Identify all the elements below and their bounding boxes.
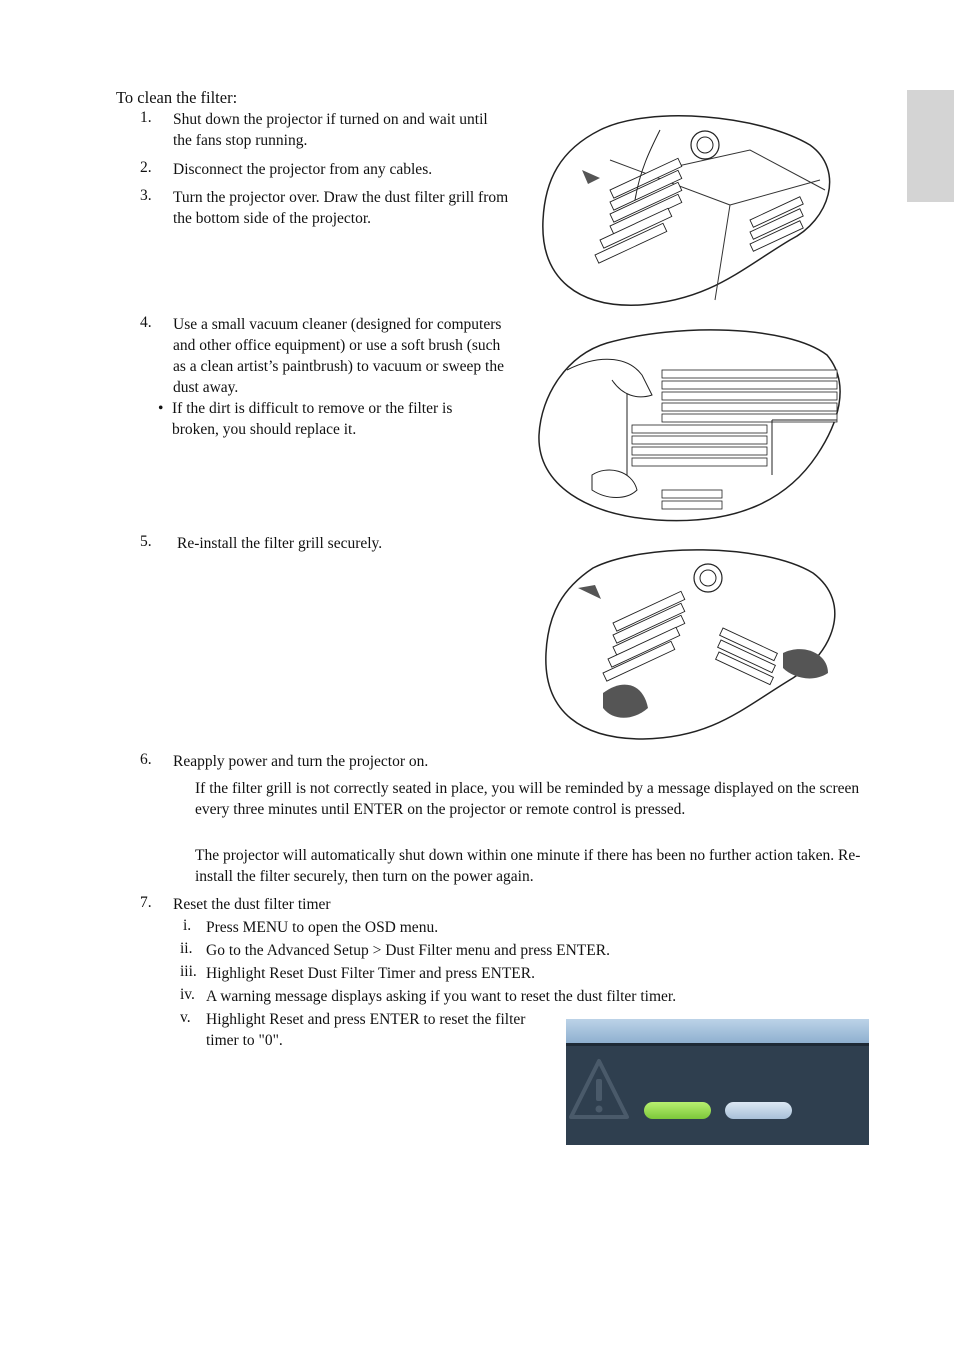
substep-number: iii. bbox=[180, 963, 197, 980]
step6-note-1: If the filter grill is not correctly seated in place, you will be reminded by a message displayed on the screen every three minutes until ENTER on the projector or remote control is pressed. bbox=[195, 780, 860, 818]
dialog-titlebar bbox=[566, 1019, 869, 1043]
step6-note-2: The projector will automatically shut down within one minute if there has been no further action taken. Re-install the filter securely, then turn on the power again. bbox=[195, 847, 861, 885]
step-number: 1. bbox=[140, 109, 152, 126]
bullet-mark: • bbox=[158, 400, 164, 417]
substep-number: v. bbox=[180, 1009, 191, 1026]
substep-text: Highlight Reset and press ENTER to reset the filter timer to "0". bbox=[206, 1011, 526, 1049]
step-text: Re-install the filter grill securely. bbox=[177, 535, 383, 552]
side-tab bbox=[907, 90, 954, 202]
illustration-vacuum-filter bbox=[537, 325, 843, 525]
substep-text: A warning message displays asking if you want to reset the dust filter timer. bbox=[206, 988, 677, 1005]
substep-text: Go to the Advanced Setup > Dust Filter menu and press ENTER. bbox=[206, 942, 610, 959]
section-heading: To clean the filter: bbox=[116, 88, 238, 107]
step-text: Use a small vacuum cleaner (designed for computers and other office equipment) or use a soft brush (such as a clean artist’s paintbrush) to vacuum or sweep the dust away. bbox=[173, 316, 504, 396]
step-number: 4. bbox=[140, 314, 152, 331]
warning-icon bbox=[568, 1057, 630, 1123]
step-number: 5. bbox=[140, 533, 152, 550]
step-text: Reapply power and turn the projector on. bbox=[173, 753, 429, 770]
step-text: Turn the projector over. Draw the dust filter grill from the bottom side of the projector. bbox=[173, 189, 509, 227]
substep-number: i. bbox=[183, 917, 192, 934]
reset-timer-dialog bbox=[566, 1019, 869, 1145]
substep-text: Highlight Reset Dust Filter Timer and press ENTER. bbox=[206, 965, 535, 982]
step-text: Reset the dust filter timer bbox=[173, 896, 331, 913]
step-text: Shut down the projector if turned on and wait until the fans stop running. bbox=[173, 111, 488, 149]
reset-button[interactable] bbox=[644, 1102, 711, 1119]
substep-number: ii. bbox=[180, 940, 193, 957]
step-number: 3. bbox=[140, 187, 152, 204]
step-text: Disconnect the projector from any cables. bbox=[173, 161, 433, 178]
substep-text: Press MENU to open the OSD menu. bbox=[206, 919, 439, 936]
cancel-button[interactable] bbox=[725, 1102, 792, 1119]
illustration-remove-filter bbox=[540, 110, 835, 308]
key-label: ENTER bbox=[353, 801, 404, 818]
bullet-text: If the dirt is difficult to remove or the filter is broken, you should replace it. bbox=[172, 400, 453, 438]
step-number: 6. bbox=[140, 751, 152, 768]
substep-number: iv. bbox=[180, 986, 195, 1003]
step-number: 2. bbox=[140, 159, 152, 176]
illustration-reinstall-filter bbox=[543, 543, 841, 741]
step-number: 7. bbox=[140, 894, 152, 911]
